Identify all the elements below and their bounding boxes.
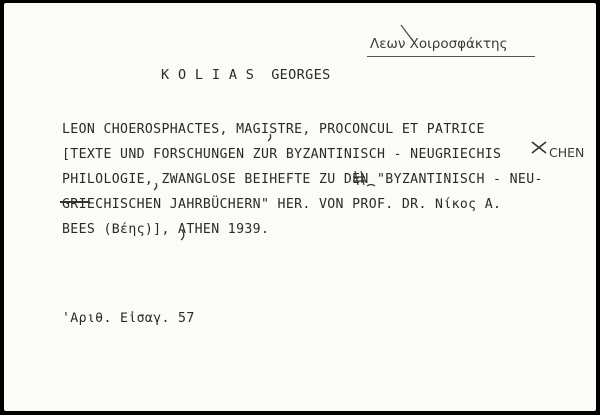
- catalog-card: [4, 3, 596, 411]
- handwritten-marks: [4, 3, 596, 411]
- handwritten-title: Λεων Χοιροσφάκτης: [370, 36, 508, 52]
- accession-number: 'Αριθ. Εἰσαγ. 57: [62, 311, 195, 326]
- bracket-mark: [181, 230, 184, 240]
- author-heading: K O L I A S GEORGES: [161, 67, 331, 83]
- entry-line-3: PHILOLOGIE, ZWANGLOSE BEIHEFTE ZU DEN "BYZANTINISCH - NEU-: [62, 172, 543, 187]
- comma-mark-1: [268, 134, 271, 141]
- quote-mark: [367, 185, 375, 187]
- entry-line-5: BEES (Βέης)], ATHEN 1939.: [62, 222, 270, 237]
- entry-line-2: [TEXTE UND FORSCHUNGEN ZUR BYZANTINISCH - NEUGRIECHIS: [62, 147, 502, 162]
- insertion-mark: [353, 171, 365, 185]
- entry-line-4: GRIECHISCHEN JAHRBÜCHERN" HER. VON PROF. DR. Νίκος A.: [62, 197, 502, 212]
- comma-mark-2: [154, 183, 157, 190]
- title-cross-mark: [401, 25, 413, 41]
- handwritten-correction: CHEN: [549, 145, 585, 160]
- entry-line-1: LEON CHOEROSPHACTES, MAGISTRE, PROCONCUL ET PATRICE: [62, 122, 485, 137]
